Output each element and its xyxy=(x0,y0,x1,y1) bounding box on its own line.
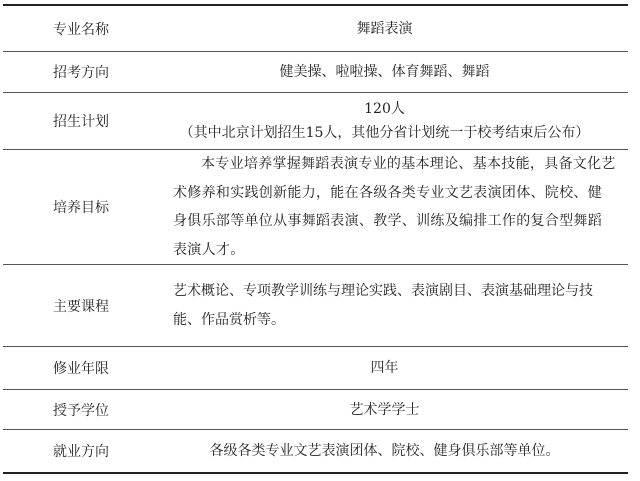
row-value xyxy=(153,97,628,145)
table-row-career xyxy=(3,430,628,474)
table-row-study-duration xyxy=(3,347,628,390)
enrollment-count: 120人 xyxy=(364,101,405,117)
row-value: 健美操、啦啦操、体育舞蹈、舞蹈 xyxy=(279,64,490,80)
table-row-exam-direction xyxy=(3,52,628,93)
table-row-training-goal xyxy=(3,150,628,265)
row-value: 艺术概论、专项教学训练与理论实践、表演剧目、表演基础理论与技能、作品赏析等。 xyxy=(173,282,593,328)
table-row-main-courses xyxy=(3,265,628,347)
row-label: 培养目标 xyxy=(53,200,109,216)
row-value: 四年 xyxy=(370,360,399,376)
row-label: 招生计划 xyxy=(53,114,109,130)
table-row-enrollment-plan xyxy=(3,93,628,150)
row-label: 主要课程 xyxy=(53,298,109,315)
row-label: 招考方向 xyxy=(53,65,109,81)
row-value: 艺术学学士 xyxy=(349,401,420,418)
row-label: 就业方向 xyxy=(53,444,109,460)
row-label: 修业年限 xyxy=(53,361,109,377)
program-info-table xyxy=(3,4,628,474)
enrollment-note: （其中北京计划招生15人，其他分省计划统一于校考结束后公布） xyxy=(179,125,590,141)
table-row-degree xyxy=(3,390,628,430)
row-value: 舞蹈表演 xyxy=(356,20,413,37)
row-label: 专业名称 xyxy=(53,21,109,38)
row-value: 各级各类专业文艺表演团体、院校、健身俱乐部等单位。 xyxy=(209,443,560,459)
table-row-major-name xyxy=(3,4,628,52)
row-value: 本专业培养掌握舞蹈表演专业的基本理论、基本技能，具备文化艺术修养和实践创新能力，能在各级各类专业文艺表演团体、院校、健身俱乐部等单位从事舞蹈表演、教学、训练及编排工作的复合型舞蹈表演人才。 xyxy=(173,156,616,258)
row-label: 授予学位 xyxy=(53,402,109,419)
